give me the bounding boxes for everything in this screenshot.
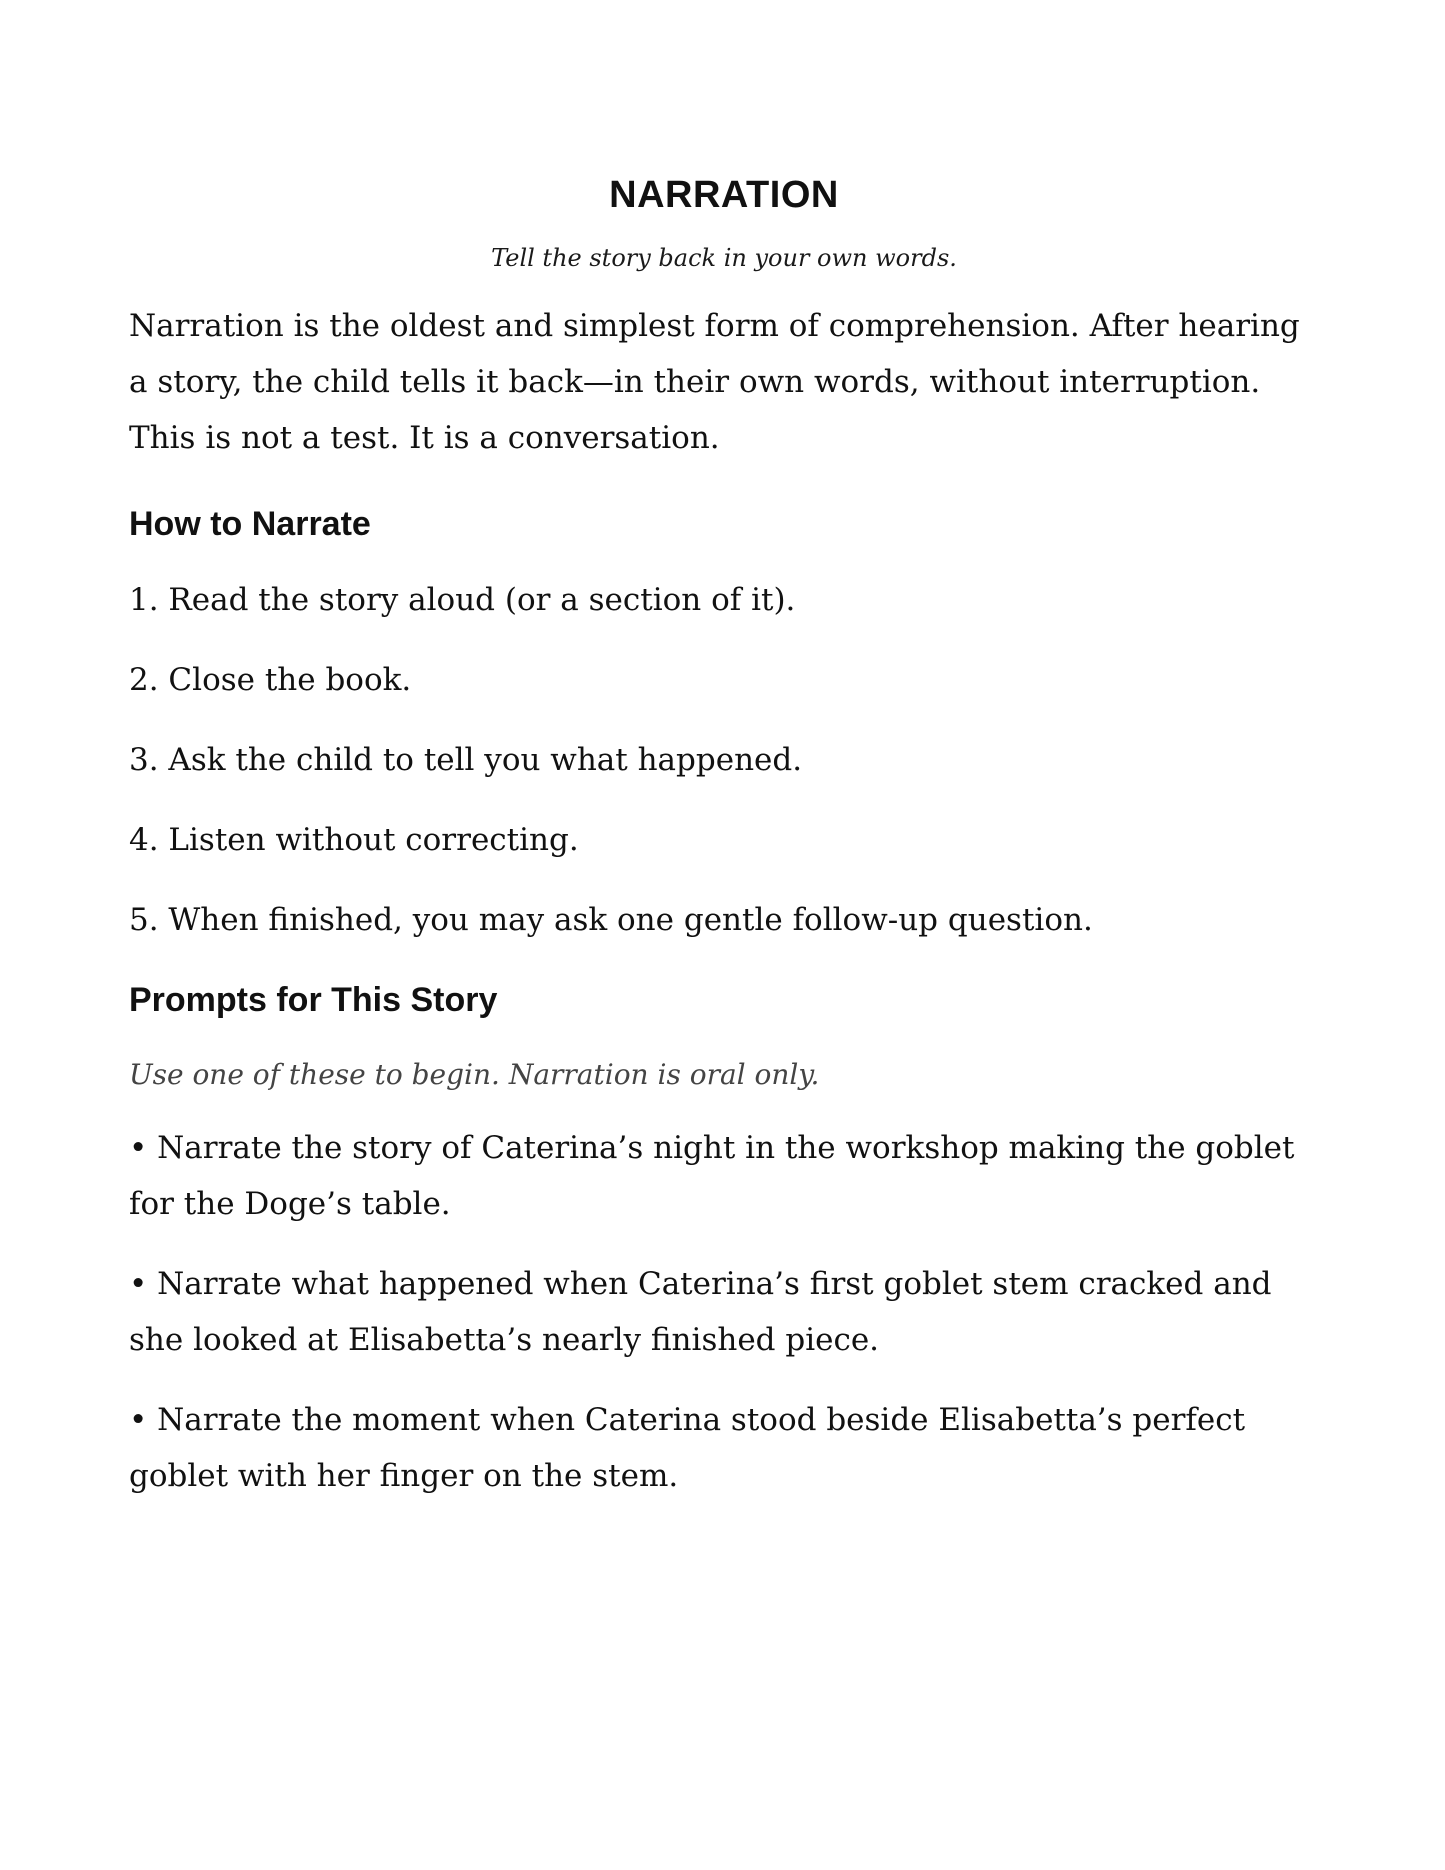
prompt-item: • Narrate the moment when Caterina stood beside Elisabetta’s perfect goblet with her finger on the stem. <box>129 1402 1246 1494</box>
step-item: 3. Ask the child to tell you what happened. <box>129 742 803 778</box>
step-item: 1. Read the story aloud (or a section of it). <box>129 582 796 618</box>
page-subtitle: Tell the story back in your own words. <box>491 244 957 272</box>
prompt-item: • Narrate what happened when Caterina’s first goblet stem cracked and she looked at Elisabetta’s nearly finished piece. <box>129 1266 1272 1358</box>
prompts-note: Use one of these to begin. Narration is oral only. <box>129 1058 820 1091</box>
step-item: 4. Listen without correcting. <box>129 822 579 858</box>
step-item: 5. When finished, you may ask one gentle follow-up question. <box>129 902 1093 938</box>
steps-list <box>129 578 1319 942</box>
page-content <box>129 168 1319 1528</box>
page-title: NARRATION <box>609 174 839 216</box>
intro-paragraph: Narration is the oldest and simplest form of comprehension. After hearing a story, the child tells it back—in their own words, without interruption. This is not a test. It is a conversation. <box>129 308 1300 456</box>
step-item: 2. Close the book. <box>129 662 412 698</box>
prompts-heading: Prompts for This Story <box>129 981 498 1019</box>
prompts-list <box>129 1120 1319 1504</box>
prompt-item: • Narrate the story of Caterina’s night in the workshop making the goblet for the Doge’s table. <box>129 1130 1295 1222</box>
how-to-heading: How to Narrate <box>129 505 371 543</box>
